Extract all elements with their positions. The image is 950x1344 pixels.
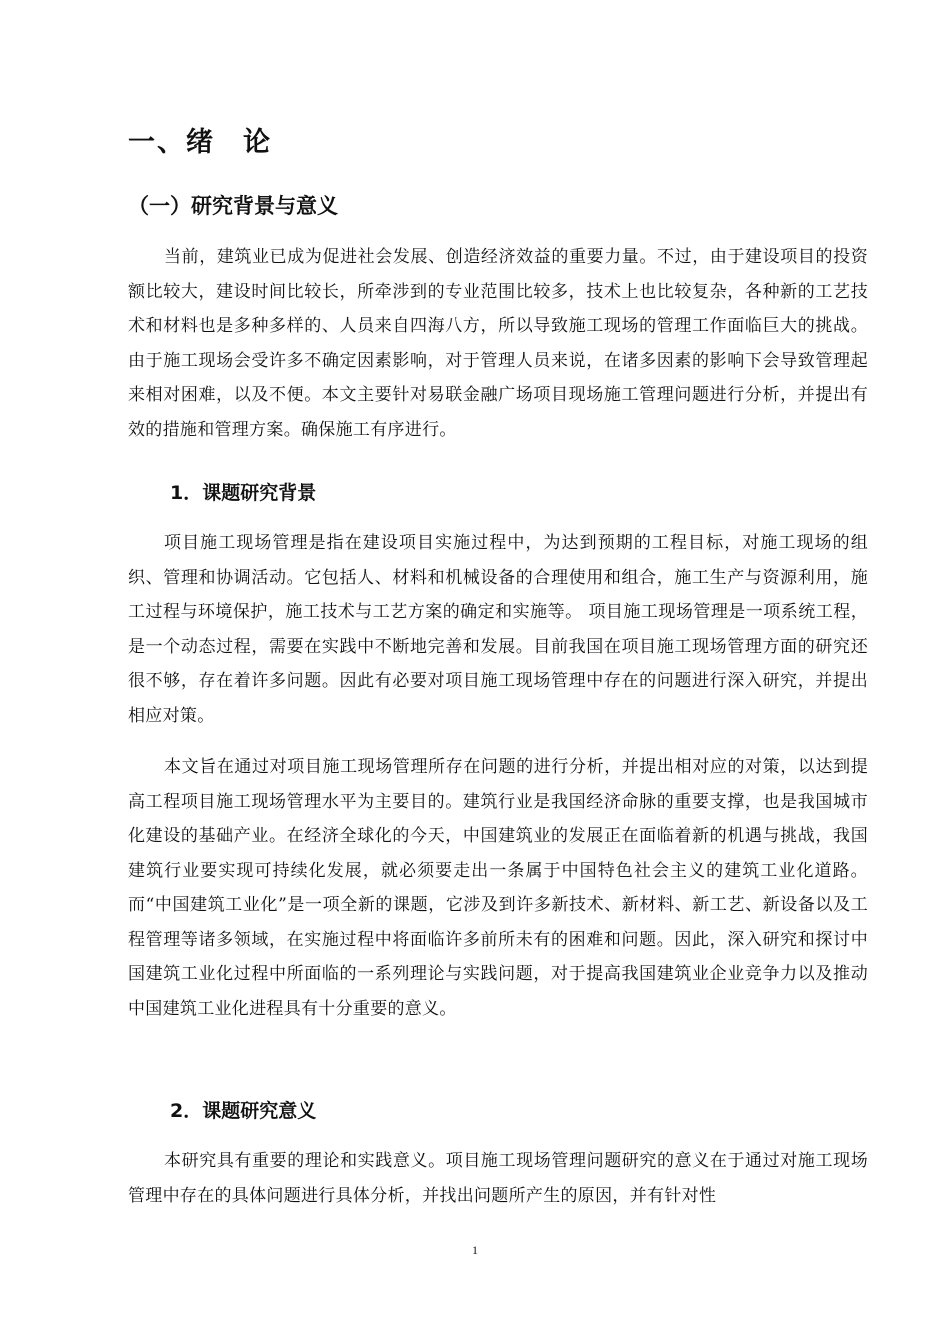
intro-paragraph: 当前，建筑业已成为促进社会发展、创造经济效益的重要力量。不过，由于建设项目的投资额比较大，建设时间比较长，所牵涉到的专业范围比较多，技术上也比较复杂，各种新的工艺技术和材料也是多种多样的、人员来自四海八方，所以导致施工现场的管理工作面临巨大的挑战。由于施工现场会受许多不确定因素影响，对于管理人员来说，在诸多因素的影响下会导致管理起来相对困难，以及不便。本文主要针对易联金融广场项目现场施工管理问题进行分析，并提出有效的措施和管理方案。确保施工有序进行。: [128, 247, 868, 440]
chapter-heading: [128, 120, 272, 159]
background-paragraph-2: 本文旨在通过对项目施工现场管理所存在问题的进行分析，并提出相对应的对策，以达到提高工程项目施工现场管理水平为主要目的。建筑行业是我国经济命脉的重要支撑，也是我国城市化建设的基础产业。在经济全球化的今天，中国建筑业的发展正在面临着新的机遇与挑战，我国建筑行业要实现可持续化发展，就必须要走出一条属于中国特色社会主义的建筑工业化道路。而“中国建筑工业化”是一项全新的课题，它涉及到许多新技术、新材料、新工艺、新设备以及工程管理等诸多领域，在实施过程中将面临许多前所未有的困难和问题。因此，深入研究和探讨中国建筑工业化过程中所面临的一系列理论与实践问题，对于提高我国建筑业企业竞争力以及推动中国建筑工业化进程具有十分重要的意义。: [128, 757, 868, 1019]
page-number: 1: [472, 1243, 478, 1257]
section-heading: （一）研究背景与意义: [128, 194, 338, 218]
subsection-heading-significance: 2．课题研究意义: [170, 1100, 317, 1122]
chapter-number: 一、绪: [128, 127, 215, 158]
chapter-title-end: 论: [243, 127, 272, 158]
significance-paragraph-1: 本研究具有重要的理论和实践意义。项目施工现场管理问题研究的意义在于通过对施工现场管理中存在的具体问题进行具体分析，并找出问题所产生的原因，并有针对性: [128, 1151, 868, 1206]
subsection-heading-background: 1．课题研究背景: [170, 482, 317, 504]
background-paragraph-1: 项目施工现场管理是指在建设项目实施过程中，为达到预期的工程目标，对施工现场的组织、管理和协调活动。它包括人、材料和机械设备的合理使用和组合，施工生产与资源利用，施工过程与环境保护，施工技术与工艺方案的确定和实施等。 项目施工现场管理是一项系统工程，是一个动态过程，需要在实践中不断地完善和发展。目前我国在项目施工现场管理方面的研究还很不够，存在着许多问题。因此有必要对项目施工现场管理中存在的问题进行深入研究，并提出相应对策。: [128, 533, 868, 726]
